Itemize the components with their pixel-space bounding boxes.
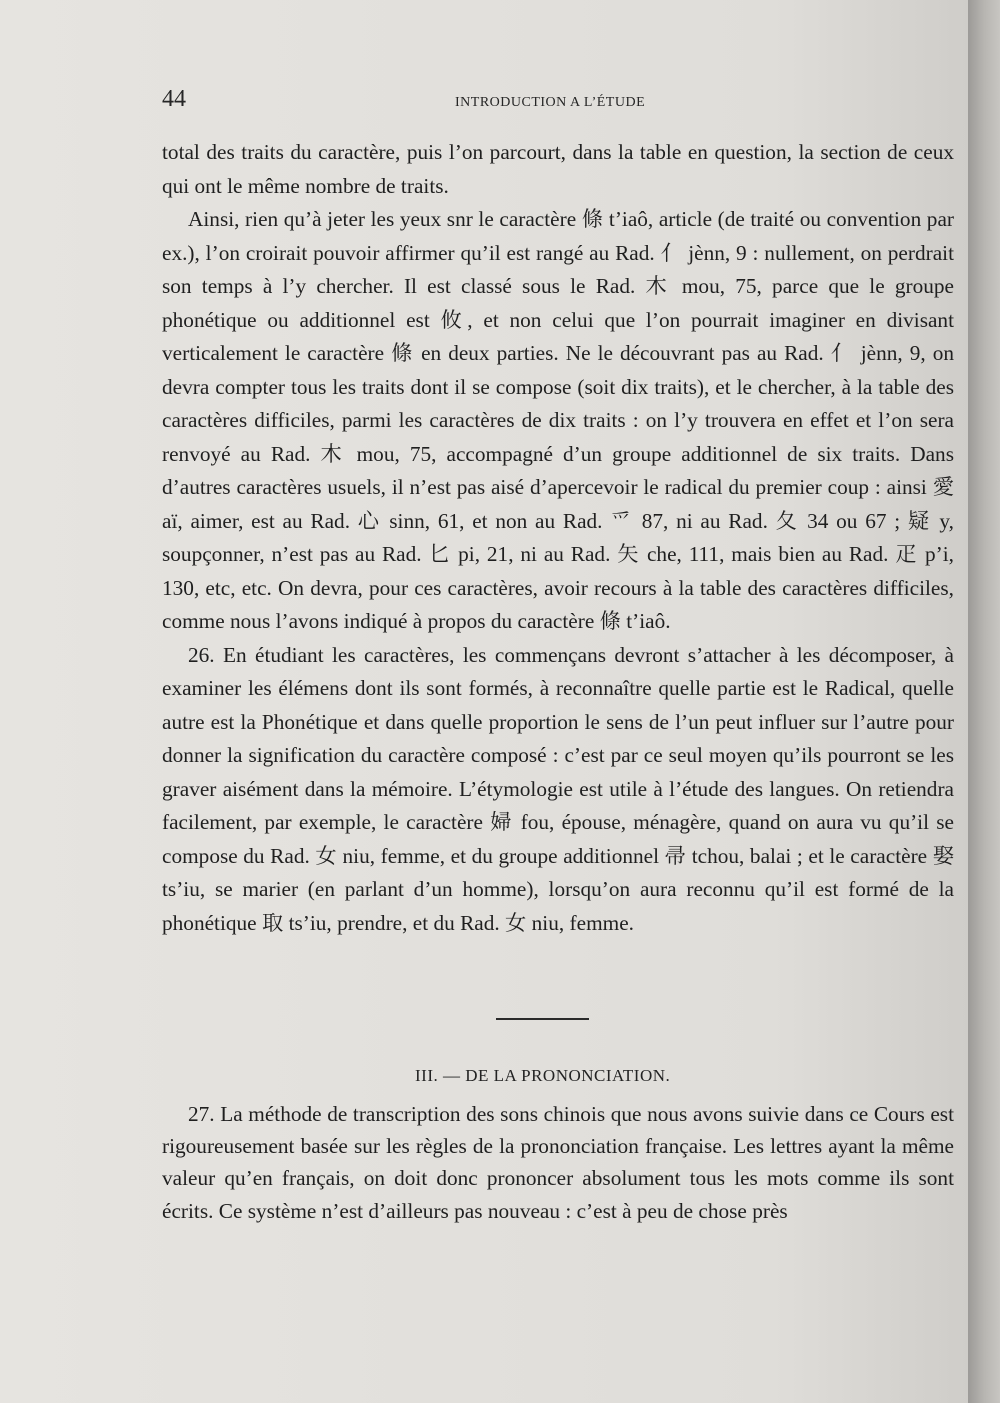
paragraph: 27. La méthode de transcription des sons chinois que nous avons suivie dans ce Cours est rigoureusement basée sur les règles de la prononciation française. Les lettres ayant la même valeur qu’en français, on doit donc prononcer absolument tous les mots comme ils sont écrits. Ce système n’est d’ailleurs pas nouveau : c’est à peu de chose près (162, 1102, 954, 1223)
paragraph: Ainsi, rien qu’à jeter les yeux snr le caractère 條 t’iaô, article (de traité ou convention par ex.), l’on croirait pouvoir affirmer qu’il est rangé au Rad. 亻 jènn, 9 : nullement, on perdrait son temps à l’y chercher. Il est classé sous le Rad. 木 mou, 75, parce que le groupe phonétique ou additionnel est 攸, et non celui que l’on pourrait imaginer en divisant verticalement le caractère 條 en deux parties. Ne le découvrant pas au Rad. 亻 jènn, 9, on devra compter tous les traits dont il se compose (soit dix traits), et le chercher, à la table des caractères difficiles, parmi les caractères de dix traits : on l’y trouvera en effet et l’on sera renvoyé au Rad. 木 mou, 75, accompagné d’un groupe additionnel de six traits. Dans d’autres caractères usuels, il n’est pas aisé d’apercevoir le radical du premier coup : ainsi 愛 aï, aimer, est au Rad. 心 sinn, 61, et non au Rad. 爫 87, ni au Rad. 夂 34 ou 67 ; 疑 y, soupçonner, n’est pas au Rad. 匕 pi, 21, ni au Rad. 矢 che, 111, mais bien au Rad. 疋 p’i, 130, etc, etc. On devra, pour ces caractères, avoir recours à la table des caractères difficiles, comme nous l’avons indiqué à propos du caractère 條 t’iaô. (162, 207, 954, 633)
running-head: INTRODUCTION A L’ÉTUDE (455, 95, 646, 110)
section-title: III. — DE LA PRONONCIATION. (415, 1066, 671, 1085)
section-divider (496, 1018, 589, 1020)
book-edge (968, 0, 1000, 1403)
body-text-continued (162, 1098, 954, 1227)
paragraph: 26. En étudiant les caractères, les commençans devront s’attacher à les décomposer, à examiner les élémens dont ils sont formés, à reconnaître quelle partie est le Radical, quelle autre est la Phonétique et dans quelle proportion le sens de l’un peut influer sur l’autre pour donner la signification du caractère composé : c’est par ce seul moyen qu’ils pourront se les graver aisément dans la mémoire. L’étymologie est utile à l’étude des langues. On retiendra facilement, par exemple, le caractère 婦 fou, épouse, ménagère, quand on aura vu qu’il se compose du Rad. 女 niu, femme, et du groupe additionnel 帚 tchou, balai ; et le caractère 娶 ts’iu, se marier (en parlant d’un homme), lorsqu’on aura reconnu qu’il est formé de la phonétique 取 ts’iu, prendre, et du Rad. 女 niu, femme. (162, 642, 954, 935)
page-number: 44 (162, 86, 186, 112)
paragraph: total des traits du caractère, puis l’on parcourt, dans la table en question, la section de ceux qui ont le même nombre de traits. (162, 140, 954, 198)
body-text (162, 136, 954, 940)
